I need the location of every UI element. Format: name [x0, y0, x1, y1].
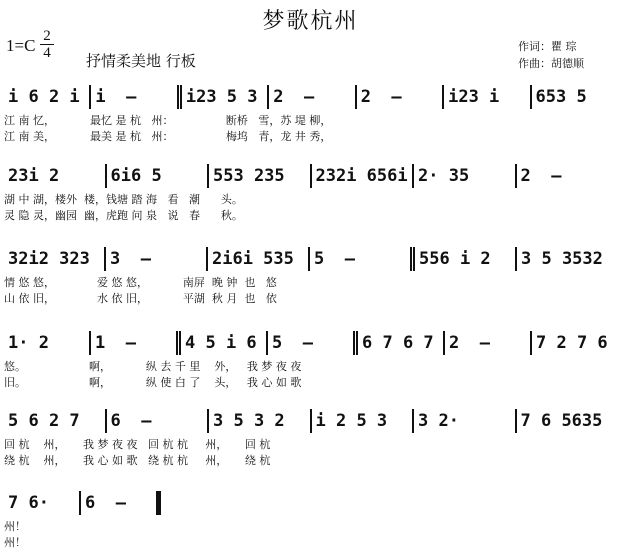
measure: i23 5 3: [182, 85, 269, 109]
lyrics-verse-2: 旧。 啊， 纵 使 白 了 头， 我 心 如 歌: [4, 376, 302, 389]
measure: 2 –: [520, 166, 562, 186]
time-signature: [40, 28, 54, 61]
lyrics-verse-2: 州！: [4, 536, 26, 549]
measure: 4 5 i 6: [181, 331, 268, 355]
measure: 6 7 6 7: [358, 331, 445, 355]
notes-row: [4, 490, 161, 516]
measure: 2· 35: [414, 164, 517, 188]
measure: 2 –: [357, 85, 444, 109]
staff-system-3: [0, 246, 621, 312]
measure: 6 –: [107, 409, 210, 433]
measure: i23 i: [444, 85, 531, 109]
lyrics-verse-1: 湖 中 湖，楼外 楼，钱塘 踏 海 看 潮 头。: [4, 193, 243, 206]
lyricist-credit: 作词：瞿 琮: [518, 40, 577, 53]
measure: 556 i 2: [415, 247, 517, 271]
measure: 32i2 323: [4, 247, 106, 271]
measure: i –: [91, 85, 181, 109]
measure: 23i 2: [4, 164, 107, 188]
measure: 553 235: [209, 164, 312, 188]
measure: 3 2·: [414, 409, 517, 433]
measure: 7 6 5635: [520, 411, 603, 431]
measure: 3 5 3532: [521, 249, 603, 269]
measure: 3 –: [106, 247, 208, 271]
lyrics-verse-1: 悠。 啊， 纵 去 千 里 外， 我 梦 夜 夜: [4, 360, 302, 373]
measure: 5 6 2 7: [4, 409, 107, 433]
staff-system-1: [0, 84, 621, 150]
song-title: 梦歌杭州: [262, 9, 359, 34]
lyrics-verse-1: 江 南 忆， 最忆 是 杭 州： 断桥 雪，苏 堤 柳，: [4, 114, 332, 127]
staff-system-2: [0, 163, 621, 229]
measure: 6i6 5: [107, 164, 210, 188]
measure: 232i 656i: [312, 164, 415, 188]
measure: 3 5 3 2: [209, 409, 312, 433]
time-signature-bottom: 4: [40, 44, 54, 61]
measure: 2i6i 535: [208, 247, 310, 271]
staff-system-5: [0, 408, 621, 474]
measure: i 6 2 i: [4, 85, 91, 109]
measure: 2 –: [269, 85, 356, 109]
lyrics-verse-2: 灵 隐 灵，幽园 幽，虎跑 问 泉 说 春 秋。: [4, 209, 243, 222]
measure: 5 –: [310, 247, 415, 271]
lyrics-verse-2: 江 南 美， 最美 是 杭 州： 梅坞 青，龙 井 秀，: [4, 130, 332, 143]
notes-row: [4, 330, 617, 356]
measure: 1 –: [91, 331, 181, 355]
composer-credit: 作曲：胡德顺: [518, 57, 584, 70]
measure: 5 –: [268, 331, 358, 355]
notes-row: [4, 84, 617, 110]
lyrics-verse-1: 情 悠 悠， 爱 悠 悠， 南屏 晚 钟 也 悠: [4, 276, 277, 289]
measure: 1· 2: [4, 331, 91, 355]
lyrics-verse-1: 回 杭 州， 我 梦 夜 夜 回 杭 杭 州， 回 杭: [4, 438, 271, 451]
staff-system-4: [0, 330, 621, 396]
measure: 653 5: [535, 87, 587, 107]
measure-final: 6 –: [81, 491, 161, 515]
lyrics-verse-2: 绕 杭 州， 我 心 如 歌 绕 杭 杭 州， 绕 杭: [4, 454, 271, 467]
measure: i 2 5 3: [312, 409, 415, 433]
lyrics-verse-2: 山 依 旧， 水 依 旧， 平湖 秋 月 也 依: [4, 292, 277, 305]
notes-row: [4, 408, 617, 434]
notes-row: [4, 246, 617, 272]
staff-system-6: [0, 490, 621, 556]
key-signature: 1=C: [6, 36, 36, 55]
measure: 7 6·: [4, 491, 81, 515]
lyrics-verse-1: 州！: [4, 520, 26, 533]
tempo-marking: 抒情柔美地 行板: [86, 52, 196, 70]
measure: 2 –: [445, 331, 532, 355]
time-signature-top: 2: [43, 28, 51, 44]
notes-row: [4, 163, 617, 189]
measure: 7 2 7 6: [536, 333, 608, 353]
credits: [518, 38, 584, 72]
